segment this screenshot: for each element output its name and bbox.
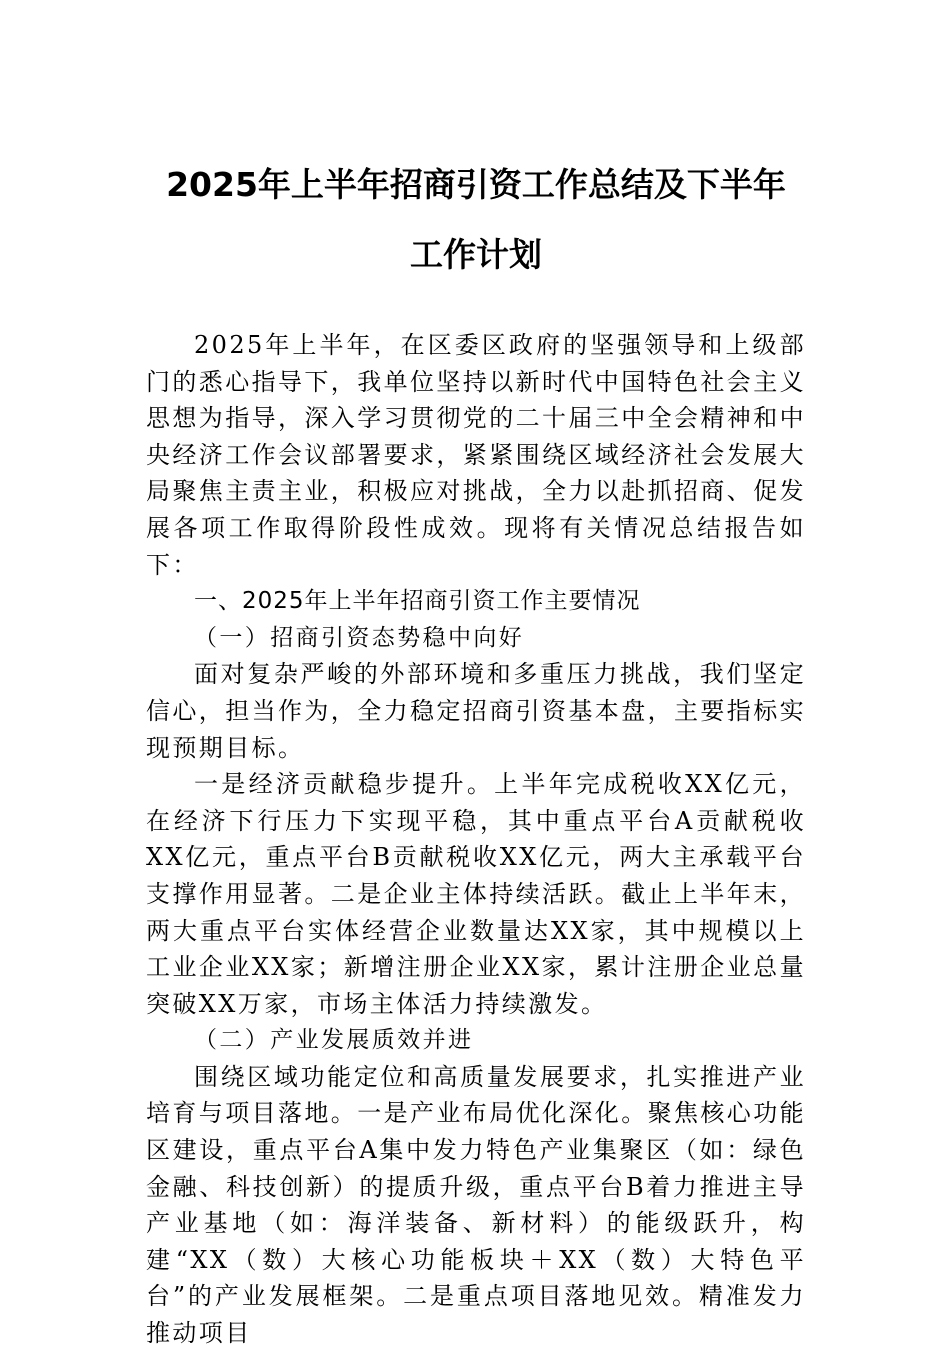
body-paragraph-1: 面对复杂严峻的外部环境和多重压力挑战，我们坚定信心，担当作为，全力稳定招商引资基本盘，主要指标实现预期目标。 — [146, 660, 806, 762]
document-title — [146, 150, 806, 290]
body-paragraph-2: 一是经济贡献稳步提升。上半年完成税收XX亿元，在经济下行压力下实现平稳，其中重点平台A贡献税收XX亿元，重点平台B贡献税收XX亿元，两大主承载平台支撑作用显著。二是企业主体持续活跃。截止上半年末，两大重点平台实体经营企业数量达XX家，其中规模以上工业企业XX家；新增注册企业XX家，累计注册企业总量突破XX万家，市场主体活力持续激发。 — [146, 770, 806, 1018]
document-page — [146, 150, 806, 1352]
subsection-heading-2: （二）产业发展质效并进 — [194, 1027, 474, 1054]
body-paragraph-3: 围绕区域功能定位和高质量发展要求，扎实推进产业培育与项目落地。一是产业布局优化深化。聚焦核心功能区建设，重点平台A集中发力特色产业集聚区（如：绿色金融、科技创新）的提质升级，重点平台B着力推进主导产业基地（如：海洋装备、新材料）的能级跃升，构建“XX（数）大核心功能板块＋XX（数）大特色平台”的产业发展框架。二是重点项目落地见效。精准发力推动项目 — [146, 1062, 806, 1348]
title-line-1: 2025年上半年招商引资工作总结及下半年 — [166, 165, 786, 204]
intro-paragraph: 2025年上半年，在区委区政府的坚强领导和上级部门的悉心指导下，我单位坚持以新时代中国特色社会主义思想为指导，深入学习贯彻党的二十届三中全会精神和中央经济工作会议部署要求，紧紧围绕区域经济社会发展大局聚焦主责主业，积极应对挑战，全力以赴抓招商、促发展各项工作取得阶段性成效。现将有关情况总结报告如下： — [146, 331, 806, 579]
document-body — [146, 327, 806, 1352]
section-heading-1: 一、2025年上半年招商引资工作主要情况 — [194, 588, 641, 615]
subsection-heading-1: （一）招商引资态势稳中向好 — [194, 624, 525, 651]
title-line-2: 工作计划 — [410, 235, 542, 274]
